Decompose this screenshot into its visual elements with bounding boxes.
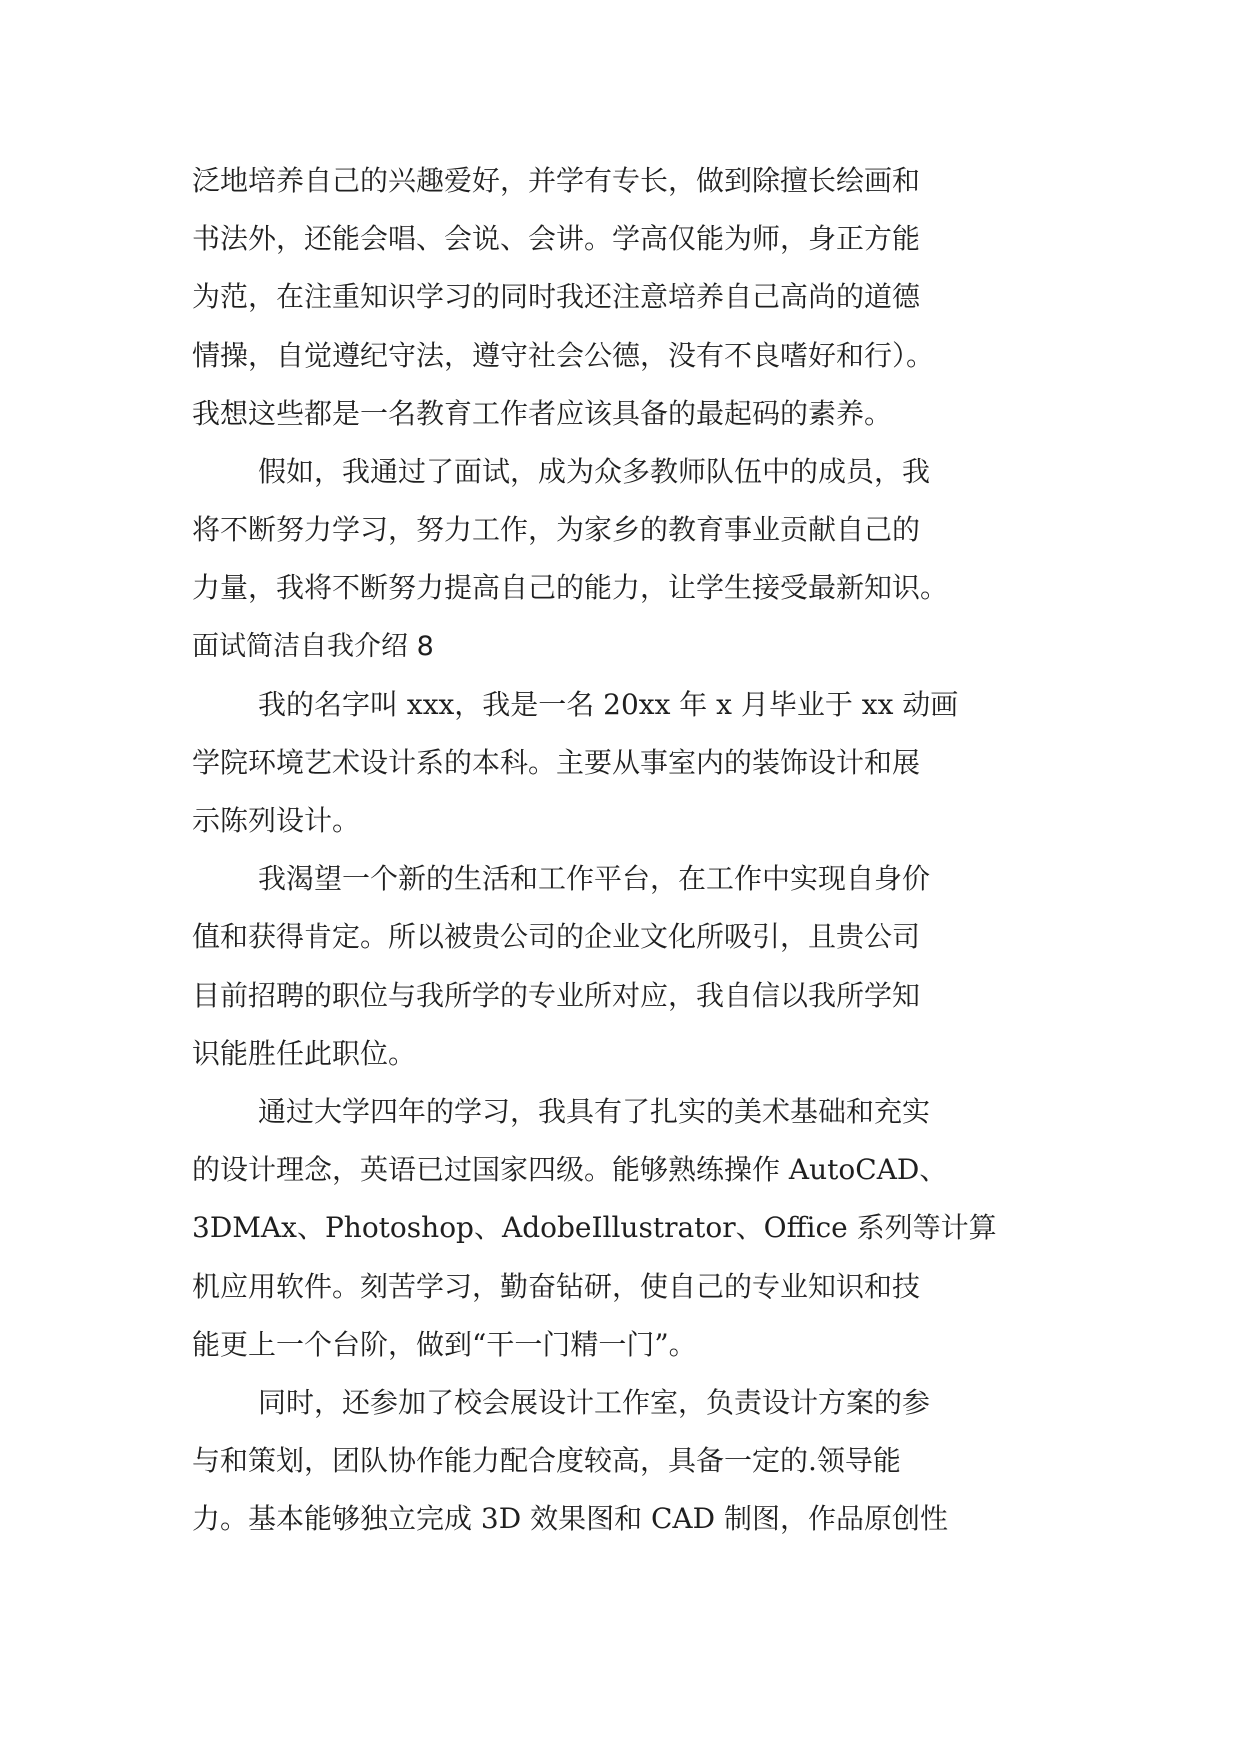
paragraph-line: 假如，我通过了面试，成为众多教师队伍中的成员，我 (258, 454, 931, 488)
paragraph-line: 泛地培养自己的兴趣爱好，并学有专长，做到除擅长绘画和 (192, 164, 921, 197)
paragraph-line: 目前招聘的职位与我所学的专业所对应，我自信以我所学知 (192, 978, 921, 1012)
paragraph-line: 3DMAx、Photoshop、AdobeIllustrator、Office 系列等计算 (192, 1211, 997, 1245)
paragraph-line: 情操，自觉遵纪守法，遵守社会公德，没有不良嗜好和行）。 (192, 338, 935, 372)
paragraph-line: 学院环境艺术设计系的本科。主要从事室内的装饰设计和展 (192, 745, 921, 779)
paragraph-line: 我想这些都是一名教育工作者应该具备的最起码的素养。 (192, 396, 893, 430)
paragraph-line: 将不断努力学习，努力工作，为家乡的教育事业贡献自己的 (192, 513, 921, 547)
section-heading: 面试简洁自我介绍 8 (192, 630, 434, 662)
paragraph-line: 力。基本能够独立完成 3D 效果图和 CAD 制图，作品原创性 (192, 1502, 948, 1536)
paragraph-line: 识能胜任此职位。 (192, 1036, 417, 1070)
paragraph-line: 书法外，还能会唱、会说、会讲。学高仅能为师，身正方能 (192, 222, 921, 256)
paragraph-line: 与和策划，团队协作能力配合度较高，具备一定的.领导能 (192, 1444, 901, 1478)
document-body (192, 152, 1052, 1549)
paragraph-line: 示陈列设计。 (192, 804, 361, 838)
paragraph-line: 力量，我将不断努力提高自己的能力，让学生接受最新知识。 (192, 571, 949, 605)
paragraph-line: 我的名字叫 xxx，我是一名 20xx 年 x 月毕业于 xx 动画 (258, 687, 959, 721)
paragraph-line: 值和获得肯定。所以被贵公司的企业文化所吸引，且贵公司 (192, 920, 921, 954)
paragraph-line: 为范，在注重知识学习的同时我还注意培养自己高尚的道德 (192, 280, 921, 314)
paragraph-line: 我渴望一个新的生活和工作平台，在工作中实现自身价 (258, 862, 931, 896)
paragraph-line: 机应用软件。刻苦学习，勤奋钻研，使自己的专业知识和技 (192, 1269, 921, 1303)
paragraph-line: 同时，还参加了校会展设计工作室，负责设计方案的参 (258, 1385, 931, 1419)
paragraph-line: 的设计理念，英语已过国家四级。能够熟练操作 AutoCAD、 (192, 1153, 948, 1187)
paragraph-line: 通过大学四年的学习，我具有了扎实的美术基础和充实 (258, 1095, 931, 1128)
paragraph-line: 能更上一个台阶，做到“干一门精一门”。 (192, 1327, 697, 1361)
